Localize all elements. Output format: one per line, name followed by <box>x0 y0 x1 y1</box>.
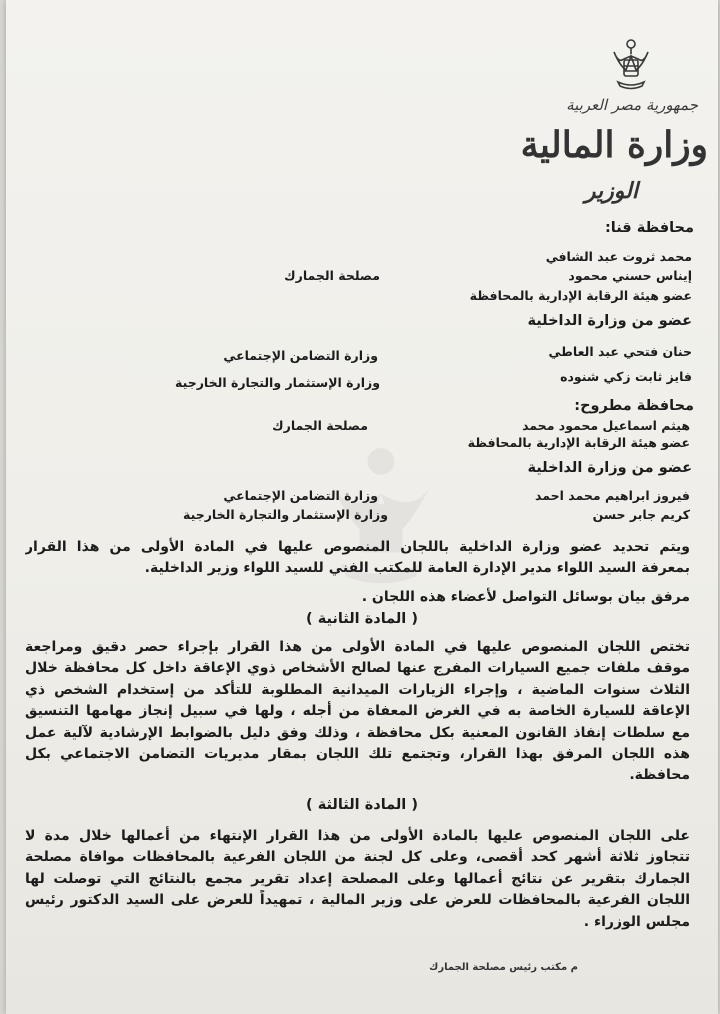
eagle-emblem-icon <box>606 36 656 92</box>
article-2-line: الإعاقة للسيارة الخاصة به في الغرض المعفاة من أجله ، ولها في سبيل إنجاز مهامها التنسيق <box>25 703 690 720</box>
intro-paragraph <box>25 537 690 580</box>
qena-member-5-org: وزارة التضامن الإجتماعي <box>223 348 378 363</box>
article-2-line: محافظة. <box>629 767 690 784</box>
qena-interior-member: عضو من وزارة الداخلية <box>527 313 692 329</box>
article-2-line: الثلاث سنوات الماضية ، وإجراء الزيارات الميدانية المطلوبة للتأكد من إستخدام الشخص ذي <box>25 681 690 698</box>
article-3-title: ( المادة الثالثة ) <box>306 797 418 813</box>
intro-line-1: ويتم تحديد عضو وزارة الداخلية باللجان المنصوص عليها في المادة الأولى من هذا القرار <box>25 539 690 555</box>
matrouh-member-5: كريم جابر حسن <box>592 507 690 522</box>
qena-member-5: حنان فتحي عبد العاطي <box>548 344 692 359</box>
matrouh-interior-member: عضو من وزارة الداخلية <box>527 460 692 476</box>
qena-member-2: إيناس حسني محمود <box>568 268 692 283</box>
article-2-line: مع سلطات إنفاذ القانون المعنية بكل محافظة ، وذلك وفق دليل بالضوابط الإرشادية لآلية عمل <box>25 724 690 741</box>
letterhead-republic: جمهورية مصر العربية <box>566 96 698 114</box>
article-3-line: اللجان الفرعية بالمحافظات للعرض على وزير المالية ، تمهيداً للعرض على السيد الدكتور رئيس <box>25 892 690 909</box>
article-2-body <box>25 637 690 787</box>
matrouh-member-4: فيروز ابراهيم محمد احمد <box>535 488 690 503</box>
letterhead-ministry: وزارة المالية <box>520 124 708 166</box>
article-3-body <box>25 826 690 933</box>
article-2-title: ( المادة الثانية ) <box>306 611 418 627</box>
qena-member-3: عضو هيئة الرقابة الإدارية بالمحافظة <box>469 288 692 303</box>
matrouh-heading: محافظة مطروح: <box>574 398 694 414</box>
article-3-line: مجلس الوزراء . <box>583 913 690 930</box>
matrouh-member-5-org: وزارة الإستثمار والتجارة الخارجية <box>183 507 388 522</box>
article-2-line: هذه اللجان المرفق بهذا القرار، وتجتمع تلك اللجان بمقار مديريات التضامن الاجتماعي بكل <box>25 746 690 763</box>
qena-heading: محافظة قنا: <box>605 220 694 236</box>
document-page <box>6 0 718 1014</box>
intro-attachment-note: مرفق بيان بوسائل التواصل لأعضاء هذه اللجان . <box>361 589 690 605</box>
article-3-line: تتجاوز ثلاثة أشهر كحد أقصى، وعلى كل لجنة من اللجان الفرعية بالمحافظات موافاة مصلحة <box>25 849 690 866</box>
matrouh-member-2: عضو هيئة الرقابة الإدارية بالمحافظة <box>467 435 690 450</box>
qena-member-2-org: مصلحة الجمارك <box>284 268 380 283</box>
article-2-line: موقف ملفات جميع السيارات المفرج عنها لصالح الأشخاص ذوي الإعاقة داخل كل محافظة خلال <box>25 660 690 677</box>
article-3-line: على اللجان المنصوص عليها بالمادة الأولى من هذا القرار الإنتهاء من أعمالها خلال مدة لا <box>25 828 690 844</box>
qena-member-1: محمد ثروت عبد الشافي <box>545 249 692 264</box>
qena-member-6-org: وزارة الإستثمار والتجارة الخارجية <box>175 375 380 390</box>
matrouh-member-4-org: وزارة التضامن الإجتماعي <box>223 488 378 503</box>
article-3-line: الجمارك بتقرير عن نتائج أعمالها وعلى المصلحة إعداد تقرير مجمع بالنتائج التي توصلت لها <box>25 870 690 887</box>
article-2-line: تختص اللجان المنصوص عليها في المادة الأولى من هذا القرار بإجراء حصر دقيق ومراجعة <box>25 639 690 655</box>
qena-member-6: فايز ثابت زكي شنوده <box>560 369 692 384</box>
matrouh-member-1-org: مصلحة الجمارك <box>272 418 368 433</box>
intro-line-2: بمعرفة السيد اللواء مدير الإدارة العامة للمكتب الفني للسيد اللواء وزير الداخلية. <box>144 560 690 577</box>
matrouh-member-1: هيثم اسماعيل محمود محمد <box>522 418 690 433</box>
letterhead-minister: الوزير <box>584 178 638 204</box>
footer-note: م مكتب رئيس مصلحة الجمارك <box>429 962 578 973</box>
